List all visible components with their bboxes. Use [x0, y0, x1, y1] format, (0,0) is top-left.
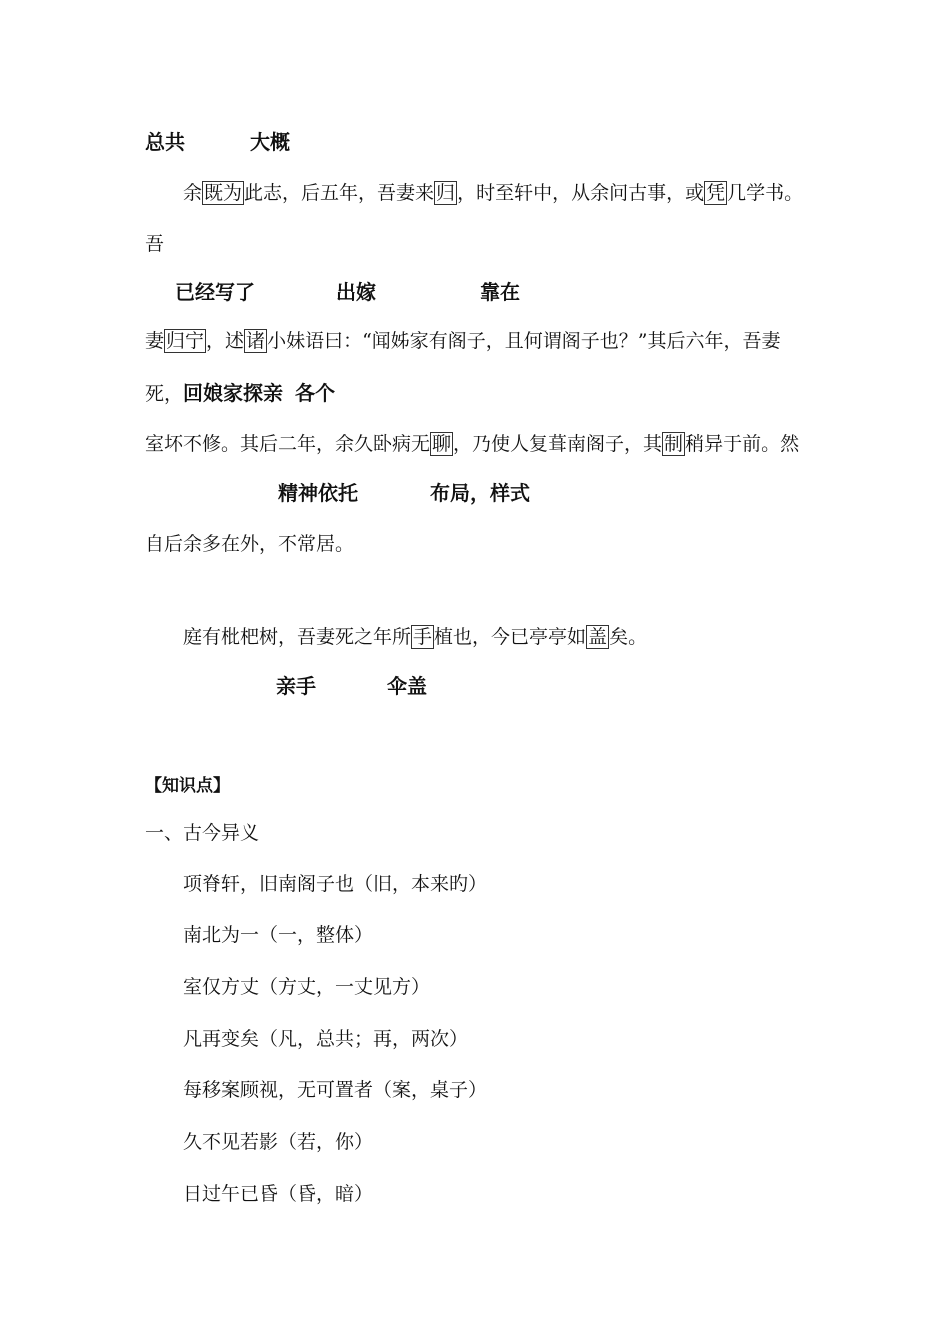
text-run: 稍异于前。然	[685, 433, 800, 455]
paragraph-line	[145, 429, 799, 456]
list-item: 每移案顾视，无可置者（案，桌子）	[183, 1079, 488, 1101]
text-run: 室坏不修。其后二年，余久卧病无	[145, 433, 431, 455]
list-item: 久不见若影（若，你）	[183, 1131, 374, 1153]
gloss-text: 各个	[295, 381, 336, 405]
gloss-text: 大概	[250, 130, 290, 154]
boxed-word: 制	[664, 433, 684, 455]
gloss-text: 已经写了	[175, 280, 255, 304]
gloss-text: 亲手	[276, 674, 316, 698]
boxed-word: 手	[413, 626, 433, 648]
boxed-word: 归	[436, 182, 456, 204]
paragraph-line	[183, 622, 647, 649]
list-item: 日过午已昏（昏，暗）	[183, 1183, 374, 1205]
list-item: 项脊轩，旧南阁子也（旧，本来旳）	[183, 873, 488, 895]
list-item: 室仅方丈（方丈，一丈见方）	[183, 976, 431, 998]
text-run: 植也，今已亭亭如	[434, 626, 587, 648]
text-run: 矣。	[609, 626, 648, 648]
paragraph-line	[183, 178, 803, 205]
text-run: 庭有枇杷树，吾妻死之年所	[183, 626, 412, 648]
list-item: 南北为一（一，整体）	[183, 924, 374, 946]
paragraph-line	[145, 377, 335, 406]
paragraph-line: 自后余多在外，不常居。	[145, 533, 355, 555]
section-title: 一、古今异义	[145, 822, 260, 844]
gloss-text: 伞盖	[387, 674, 427, 698]
text-run: 此志，后五年，吾妻来	[244, 182, 435, 204]
gloss-text: 回娘家探亲	[183, 381, 284, 405]
boxed-word: 凭	[706, 182, 726, 204]
text-run: 死，	[145, 383, 184, 405]
boxed-word: 诸	[246, 330, 266, 352]
gloss-text: 布局，样式	[430, 481, 530, 505]
paragraph-line	[145, 326, 781, 353]
text-run: ，乃使人复葺南阁子，其	[453, 433, 663, 455]
knowledge-heading: 【知识点】	[145, 776, 230, 796]
text-run: 几学书。	[727, 182, 804, 204]
gloss-text: 出嫁	[336, 280, 376, 304]
boxed-word: 聊	[432, 433, 452, 455]
gloss-text: 靠在	[480, 280, 520, 304]
boxed-word: 盖	[588, 626, 608, 648]
text-run: 小妹语曰：“闻姊家有阁子，且何谓阁子也？”其后六年，吾妻	[267, 330, 781, 352]
text-run: 余	[183, 182, 203, 204]
list-item: 凡再变矣（凡，总共；再，两次）	[183, 1028, 469, 1050]
text-run: 妻	[145, 330, 165, 352]
gloss-text: 总共	[145, 130, 185, 154]
paragraph-line: 吾	[145, 233, 165, 255]
text-run: ，时至轩中，从余问古事，或	[457, 182, 705, 204]
text-run: ，述	[206, 330, 245, 352]
boxed-word: 归宁	[166, 330, 205, 352]
gloss-text: 精神依托	[278, 481, 358, 505]
boxed-word: 既为	[204, 182, 243, 204]
